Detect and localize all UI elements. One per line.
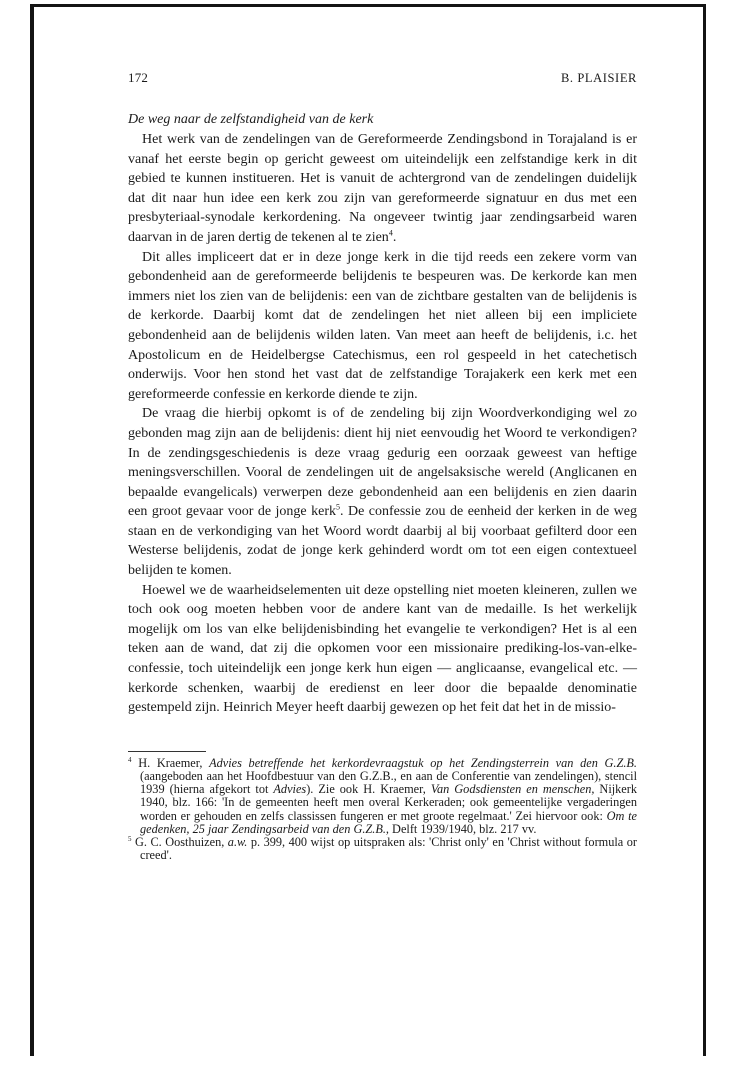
footnote-divider (128, 751, 206, 752)
page-number: 172 (128, 70, 149, 85)
paragraph-4: Hoewel we de waarheidselementen uit deze opstelling niet moeten kleineren, zullen we toch ook oog moeten hebben voor de andere kant van de medaille. Is het werkelijk mogelijk om los van elke belijdenisbinding het evangelie te verkondigen? Het is al een teken aan de wand, dat zij die opkomen voor een missionaire prediking-los-van-elke-confessie, toch uiteindelijk een jonge kerk hun eigen — anglicaanse, evangelical etc. — kerkorde schenken, waarbij de eredienst en leer door die bepaalde denominatie gestempeld zijn. Heinrich Meyer heeft daarbij gewezen op het feit dat het in de missio- (128, 582, 637, 716)
paragraph-1: Het werk van de zendelingen van de Gereformeerde Zendingsbond in Torajaland is er vanaf het eerste begin op gericht geweest om uiteindelijk een zelfstandige kerk in dit gebied te kunnen institueren. Het is vanuit de achtergrond van de zendelingen duidelijk dat dit naar hun idee een kerk zou zijn van gereformeerde signatuur en dus met een presbyteriaal-synodale kerkordening. Na ongeveer twintig jaar zendingsarbeid waren daarvan in de jaren dertig de tekenen al te zien$^4$. (128, 132, 637, 245)
paragraph-3: De vraag die hierbij opkomt is of de zendeling bij zijn Woordverkondiging wel zo gebonden mag zijn aan de belijdenis: dient hij niet eenvoudig het Woord te verkondigen? In de zendingsgeschiedenis is deze vraag gedurig een oorzaak geweest van heftige meningsverschillen. Vooral de zendelingen uit de angelsaksische wereld (Anglicanen en bepaalde evangelicals) verwerpen deze gebondenheid aan een belijdenis en zien daarin een groot gevaar voor de jonge kerk$^5$. De confessie zou de eenheid der kerken in de weg staan en de verkondiging van het Woord wordt daarbij al bij voorbaat gefilterd door een Westerse belijdenis, zodat de jonge kerk gehinderd wordt om tot een eigen contextueel belijden te komen. (128, 406, 637, 579)
section-title: De weg naar de zelfstandigheid van de kerk (128, 112, 374, 127)
footnote-ref-4: 4 (388, 228, 393, 238)
footnote-ref-5: 5 (335, 502, 340, 512)
scan-border-left (30, 4, 34, 1056)
running-head-author: B. PLAISIER (560, 71, 637, 85)
book-page (128, 70, 637, 862)
paragraph-2: Dit alles impliceert dat er in deze jonge kerk in die tijd reeds een zekere vorm van gebondenheid aan de gereformeerde belijdenis te bespeuren was. De kerkorde kan men immers niet los zien van de belijdenis: een van de zichtbare gestalten van de belijdenis is de kerkorde. Daarbij komt dat de zendelingen het niet alleen bij een impliciete gebondenheid aan de belijdenis wilden laten. Van meet aan heeft de belijdenis, i.c. het Apostolicum en de Heidelbergse Catechismus, een rol gespeeld in het catechetisch onderwijs. Voor hen stond het vast dat de zelfstandige Torajakerk een kerk met een gereformeerde confessie en kerkorde diende te zijn. (128, 249, 637, 402)
footnote-5: $^5$ G. C. Oosthuizen, a.w. p. 399, 400 wijst op uitspraken als: 'Christ only' en 'Christ without formula or creed'. (128, 834, 637, 863)
scan-border-right (703, 4, 706, 1056)
footnote-4: $^4$ H. Kraemer, Advies betreffende het kerkordevraagstuk op het Zendingsterrein van den G.Z.B. (aangeboden aan het Hoofdbestuur van den G.Z.B., en aan de Conferentie van zendelingen), stencil 1939 (hierna afgekort tot Advies). Zie ook H. Kraemer, Van Godsdiensten en menschen, Nijkerk 1940, blz. 166: 'In de gemeenten heeft men overal Kerkeraden; ook gemeentelijke vergaderingen worden er gehouden en zelfs classissen fungeren er met groote regelmaat.' Zei hiervoor ook: Om te gedenken, 25 jaar Zendingsarbeid van den G.Z.B., Delft 1939/1940, blz. 217 vv. (128, 755, 637, 836)
running-head (128, 70, 637, 86)
scan-border-top (30, 4, 706, 7)
